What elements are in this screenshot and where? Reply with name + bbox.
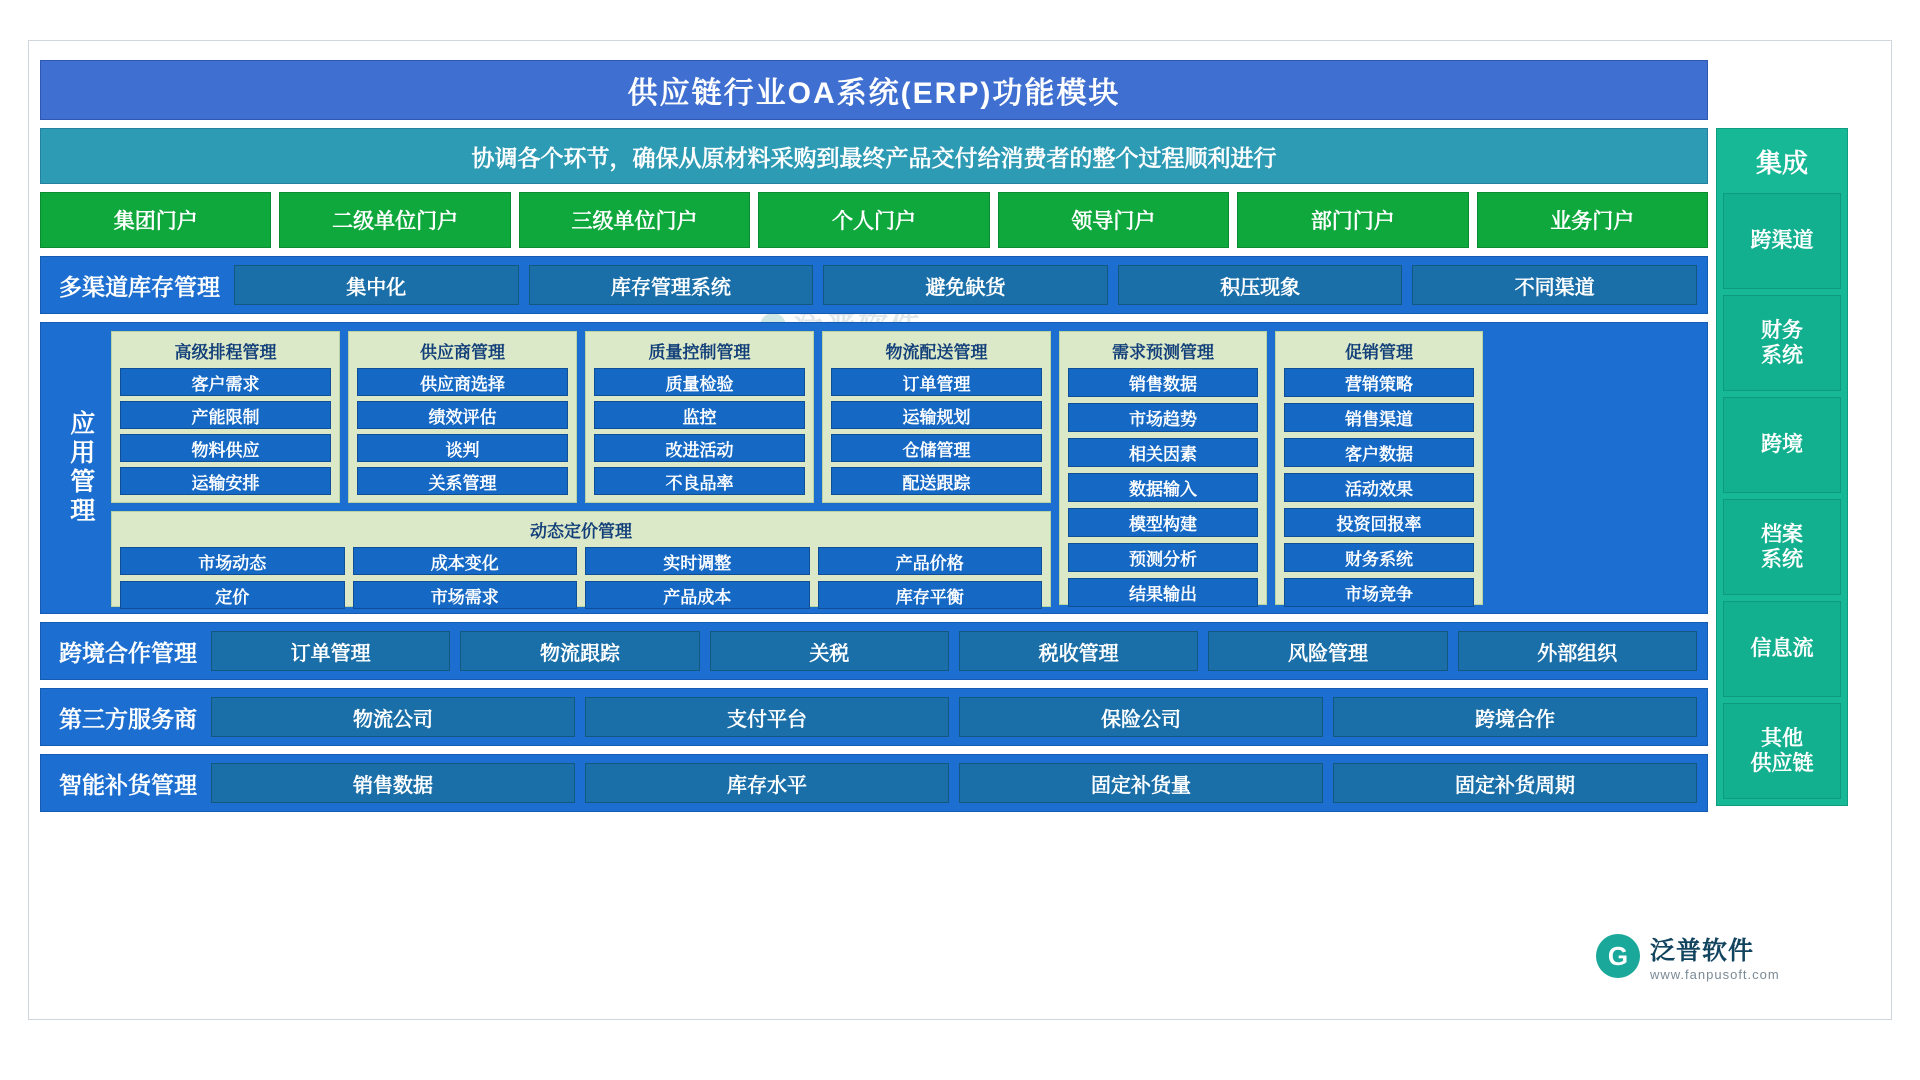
group-logistics-distribution <box>822 331 1051 503</box>
group-item[interactable]: 营销策略 <box>1284 368 1474 397</box>
integration-title: 集成 <box>1755 147 1808 178</box>
inventory-chip[interactable]: 集中化 <box>234 265 519 305</box>
third-party-chip[interactable]: 跨境合作 <box>1333 697 1697 737</box>
group-items <box>357 368 568 495</box>
group-item[interactable]: 产能限制 <box>120 401 331 429</box>
group-item[interactable]: 不良品率 <box>594 467 805 495</box>
group-advanced-scheduling <box>111 331 340 503</box>
integration-item-line: 系统 <box>1761 344 1803 367</box>
group-promotion-management <box>1275 331 1483 605</box>
portal-item[interactable]: 业务门户 <box>1477 192 1708 248</box>
group-title: 动态定价管理 <box>530 522 632 541</box>
group-item[interactable]: 结果输出 <box>1068 578 1258 607</box>
group-item[interactable]: 谈判 <box>357 434 568 462</box>
group-item[interactable]: 活动效果 <box>1284 473 1474 502</box>
integration-column <box>1716 128 1848 806</box>
group-item[interactable]: 订单管理 <box>831 368 1042 396</box>
cross-border-band <box>40 622 1708 680</box>
inventory-band-label: 多渠道库存管理 <box>59 273 220 300</box>
group-demand-forecast <box>1059 331 1267 605</box>
portal-item[interactable]: 三级单位门户 <box>519 192 750 248</box>
application-group-row <box>111 331 1051 503</box>
group-item[interactable]: 客户需求 <box>120 368 331 396</box>
cross-border-chip[interactable]: 关税 <box>710 631 949 671</box>
group-items <box>1284 368 1474 607</box>
group-item[interactable]: 投资回报率 <box>1284 508 1474 537</box>
pricing-item[interactable]: 市场动态 <box>120 547 345 575</box>
pricing-item[interactable]: 市场需求 <box>353 581 578 609</box>
group-items <box>594 368 805 495</box>
portal-item[interactable]: 个人门户 <box>758 192 989 248</box>
group-quality-control <box>585 331 814 503</box>
third-party-chip[interactable]: 支付平台 <box>585 697 949 737</box>
integration-item-finance-system[interactable] <box>1723 295 1841 391</box>
integration-item-line: 供应链 <box>1750 752 1814 775</box>
group-item[interactable]: 销售渠道 <box>1284 403 1474 432</box>
pricing-item[interactable]: 实时调整 <box>585 547 810 575</box>
cross-border-band-label: 跨境合作管理 <box>59 639 197 666</box>
group-item[interactable]: 改进活动 <box>594 434 805 462</box>
inventory-chip[interactable]: 积压现象 <box>1118 265 1403 305</box>
app-side-text: 应用管理 <box>66 410 95 526</box>
group-title: 供应商管理 <box>420 343 505 362</box>
replenishment-chip[interactable]: 库存水平 <box>585 763 949 803</box>
group-title: 物流配送管理 <box>885 343 988 362</box>
application-management-content <box>111 331 1699 605</box>
group-item[interactable]: 仓储管理 <box>831 434 1042 462</box>
third-party-chip[interactable]: 保险公司 <box>959 697 1323 737</box>
brand-url: www.fanpusoft.com <box>1650 966 1780 982</box>
group-item[interactable]: 运输安排 <box>120 467 331 495</box>
group-supplier-management <box>348 331 577 503</box>
group-title: 高级排程管理 <box>174 343 277 362</box>
group-title: 需求预测管理 <box>1112 343 1214 362</box>
group-item[interactable]: 市场趋势 <box>1068 403 1258 432</box>
integration-item-line: 跨渠道 <box>1750 229 1814 253</box>
cross-border-band-items <box>211 631 1697 671</box>
integration-item-line: 其他 <box>1761 726 1803 750</box>
cross-border-chip[interactable]: 风险管理 <box>1208 631 1447 671</box>
group-item[interactable]: 销售数据 <box>1068 368 1258 397</box>
group-items <box>120 368 331 495</box>
integration-item-line: 档案 <box>1761 522 1803 546</box>
integration-item-other-supply-chain[interactable] <box>1723 703 1841 799</box>
group-item[interactable]: 模型构建 <box>1068 508 1258 537</box>
cross-border-chip[interactable]: 物流跟踪 <box>460 631 699 671</box>
third-party-band-items <box>211 697 1697 737</box>
group-dynamic-pricing <box>111 511 1051 607</box>
integration-item-information-flow[interactable] <box>1723 601 1841 697</box>
group-item[interactable]: 市场竞争 <box>1284 578 1474 607</box>
application-left-groups <box>111 331 1051 605</box>
group-item[interactable]: 质量检验 <box>594 368 805 396</box>
integration-item-cross-border[interactable] <box>1723 397 1841 493</box>
page-title: 供应链行业OA系统(ERP)功能模块 <box>40 60 1708 120</box>
integration-item-line: 系统 <box>1761 548 1803 571</box>
group-item[interactable]: 供应商选择 <box>357 368 568 396</box>
group-item[interactable]: 运输规划 <box>831 401 1042 429</box>
replenishment-chip[interactable]: 固定补货周期 <box>1333 763 1697 803</box>
portal-item[interactable]: 部门门户 <box>1237 192 1468 248</box>
portal-row <box>40 192 1708 248</box>
group-item[interactable]: 物料供应 <box>120 434 331 462</box>
integration-item-archive-system[interactable] <box>1723 499 1841 595</box>
brand-logo <box>1596 928 1866 984</box>
pricing-item[interactable]: 库存平衡 <box>818 581 1043 609</box>
group-item[interactable]: 配送跟踪 <box>831 467 1042 495</box>
brand-name: 泛普软件 <box>1650 936 1755 965</box>
group-item[interactable]: 预测分析 <box>1068 543 1258 572</box>
replenishment-band-label: 智能补货管理 <box>59 771 197 798</box>
inventory-chip[interactable]: 不同渠道 <box>1412 265 1697 305</box>
page-subtitle: 协调各个环节，确保从原材料采购到最终产品交付给消费者的整个过程顺利进行 <box>40 128 1708 184</box>
group-item[interactable]: 绩效评估 <box>357 401 568 429</box>
main-column <box>40 60 1708 812</box>
pricing-item[interactable]: 产品成本 <box>585 581 810 609</box>
replenishment-chip[interactable]: 固定补货量 <box>959 763 1323 803</box>
cross-border-chip[interactable]: 税收管理 <box>959 631 1198 671</box>
brand-logo-icon: G <box>1596 934 1640 978</box>
pricing-item[interactable]: 产品价格 <box>818 547 1043 575</box>
portal-item[interactable]: 集团门户 <box>40 192 271 248</box>
group-item[interactable]: 客户数据 <box>1284 438 1474 467</box>
integration-item-line: 跨境 <box>1761 433 1803 457</box>
application-management-block <box>40 322 1708 614</box>
cross-border-chip[interactable]: 外部组织 <box>1458 631 1697 671</box>
portal-item[interactable]: 二级单位门户 <box>279 192 510 248</box>
inventory-band <box>40 256 1708 314</box>
third-party-chip[interactable]: 物流公司 <box>211 697 575 737</box>
pricing-items <box>120 547 1042 609</box>
group-title: 质量控制管理 <box>648 343 751 362</box>
replenishment-band <box>40 754 1708 812</box>
pricing-item[interactable]: 成本变化 <box>353 547 578 575</box>
group-item[interactable]: 关系管理 <box>357 467 568 495</box>
inventory-band-items <box>234 265 1697 305</box>
group-title: 促销管理 <box>1345 343 1413 362</box>
integration-item-cross-channel[interactable] <box>1723 193 1841 289</box>
group-item[interactable]: 监控 <box>594 401 805 429</box>
integration-item-line: 财务 <box>1761 318 1803 342</box>
group-item[interactable]: 数据输入 <box>1068 473 1258 502</box>
portal-item[interactable]: 领导门户 <box>998 192 1229 248</box>
group-items <box>1068 368 1258 607</box>
pricing-item[interactable]: 定价 <box>120 581 345 609</box>
group-item[interactable]: 相关因素 <box>1068 438 1258 467</box>
replenishment-chip[interactable]: 销售数据 <box>211 763 575 803</box>
brand-logo-text <box>1650 931 1780 982</box>
cross-border-chip[interactable]: 订单管理 <box>211 631 450 671</box>
group-items <box>831 368 1042 495</box>
replenishment-band-items <box>211 763 1697 803</box>
inventory-chip[interactable]: 避免缺货 <box>823 265 1108 305</box>
group-item[interactable]: 财务系统 <box>1284 543 1474 572</box>
third-party-band <box>40 688 1708 746</box>
inventory-chip[interactable]: 库存管理系统 <box>529 265 814 305</box>
integration-item-line: 信息流 <box>1750 637 1814 661</box>
application-management-label <box>49 331 111 605</box>
third-party-band-label: 第三方服务商 <box>59 705 197 732</box>
